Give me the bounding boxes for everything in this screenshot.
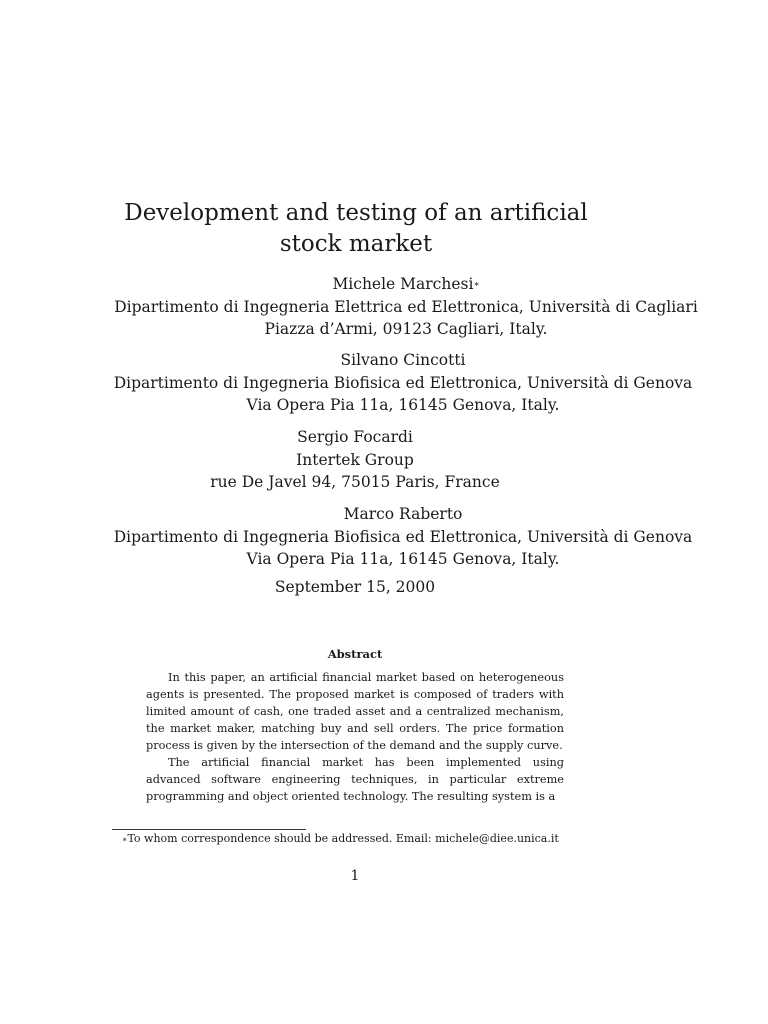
abstract-paragraph: In this paper, an artificial financial market based on heterogeneous agents is presented. The proposed market is composed of traders with limited amount of cash, one traded asset and a centralized mechanism, the market maker, matching buy and sell orders. The price formation process is given by the intersection of the demand and the supply curve. <box>146 671 564 752</box>
author-affiliation: Dipartimento di Ingegneria Elettrica ed Elettronica, Università di Cagliari <box>114 297 698 316</box>
author-block-marchesi <box>100 273 712 341</box>
footnote-marker: ∗ <box>473 280 480 290</box>
author-name: Sergio Focardi <box>297 428 413 446</box>
abstract-body <box>146 669 564 822</box>
footnote-rule <box>112 829 306 830</box>
paper-date: September 15, 2000 <box>274 578 436 596</box>
footnote-mark: ∗ <box>122 835 128 844</box>
author-address: rue De Javel 94, 75015 Paris, France <box>210 473 500 491</box>
abstract-heading: Abstract <box>327 647 383 661</box>
author-block-focardi <box>195 426 515 494</box>
author-block-cincotti <box>100 349 706 417</box>
author-name: Michele Marchesi <box>332 275 474 293</box>
paper-title: Development and testing of an artificial stock market <box>124 200 588 257</box>
footnote-text: To whom correspondence should be addressed. Email: michele@diee.unica.it <box>127 832 559 845</box>
abstract-paragraph: The artificial financial market has been implemented using advanced software engineering techniques, in particular extreme programming and object oriented technology. The resulting system is a <box>146 756 564 803</box>
author-address: Piazza d’Armi, 09123 Cagliari, Italy. <box>264 320 548 338</box>
author-affiliation: Dipartimento di Ingegneria Biofisica ed Elettronica, Università di Genova <box>113 527 693 546</box>
page-number: 1 <box>350 868 360 884</box>
author-address: Via Opera Pia 11a, 16145 Genova, Italy. <box>246 550 560 568</box>
author-affiliation: Intertek Group <box>296 450 414 469</box>
author-name-line <box>100 273 712 296</box>
author-name: Silvano Cincotti <box>340 351 466 369</box>
author-block-raberto <box>100 503 706 571</box>
footnote <box>122 831 559 847</box>
author-name: Marco Raberto <box>343 505 463 523</box>
author-affiliation: Dipartimento di Ingegneria Biofisica ed Elettronica, Università di Genova <box>113 373 693 392</box>
author-address: Via Opera Pia 11a, 16145 Genova, Italy. <box>246 396 560 414</box>
